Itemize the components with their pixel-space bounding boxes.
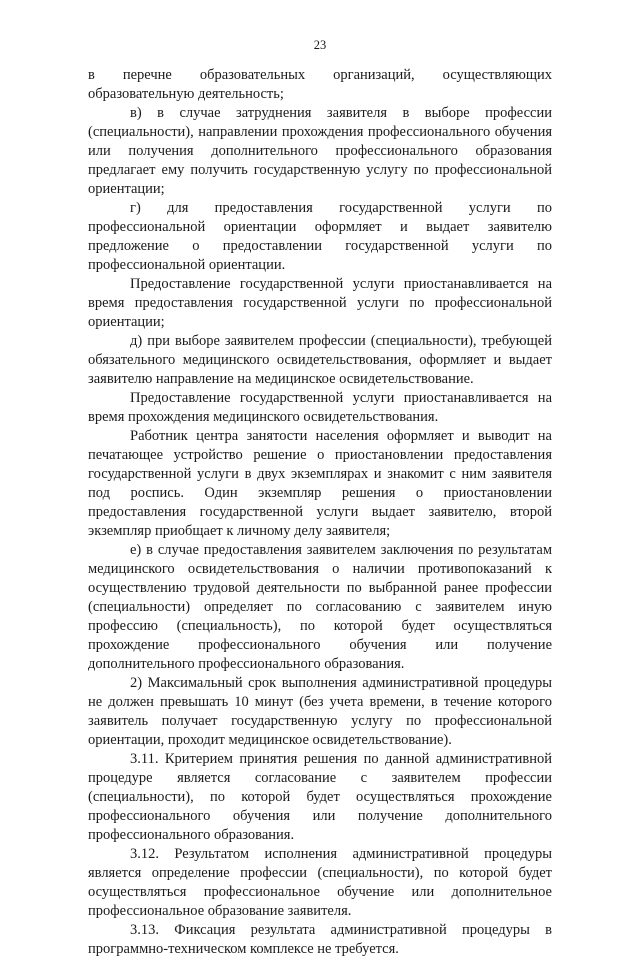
paragraph: Предоставление государственной услуги приостанавливается на время прохождения медицинского освидетельствования. xyxy=(88,390,552,425)
document-body xyxy=(88,66,552,959)
paragraph: Предоставление государственной услуги приостанавливается на время предоставления государственной услуги по профессиональной ориентации; xyxy=(88,276,552,330)
paragraph: г) для предоставления государственной услуги по профессиональной ориентации оформляет и выдает заявителю предложение о предоставлении государственной услуги по профессиональной ориентации. xyxy=(88,200,552,273)
paragraph: д) при выборе заявителем профессии (специальности), требующей обязательного медицинского освидетельствования, оформляет и выдает заявителю направление на медицинское освидетельствование. xyxy=(88,333,552,387)
paragraph: 3.13. Фиксация результата административной процедуры в программно-техническом комплексе не требуется. xyxy=(88,922,552,957)
paragraph: 2) Максимальный срок выполнения административной процедуры не должен превышать 10 минут (без учета времени, в течение которого заявитель получает государственную услугу по профессиональной ориентации, проходит медицинское освидетельствование). xyxy=(88,675,552,748)
paragraph: в перечне образовательных организаций, осуществляющих образовательную деятельность; xyxy=(88,67,552,102)
paragraph: Работник центра занятости населения оформляет и выводит на печатающее устройство решение о приостановлении предоставления государственной услуги в двух экземплярах и знакомит с ним заявителя под роспись. Один экземпляр решения о приостановлении предоставления государственной услуги выдает заявителю, второй экземпляр приобщает к личному делу заявителя; xyxy=(88,428,552,539)
paragraph: 3.11. Критерием принятия решения по данной административной процедуре является согласование с заявителем профессии (специальности), по которой будет осуществляться прохождение профессионального обучения или получение дополнительного профессионального образования. xyxy=(88,751,552,843)
paragraph: е) в случае предоставления заявителем заключения по результатам медицинского освидетельствования о наличии противопоказаний к осуществлению трудовой деятельности по выбранной ранее профессии (специальности) определяет по согласованию с заявителем иную профессию (специальность), по которой будет осуществляться прохождение профессионального обучения или получение дополнительного профессионального образования. xyxy=(88,542,552,672)
page-number: 23 xyxy=(313,38,327,52)
paragraph: 3.12. Результатом исполнения административной процедуры является определение профессии (специальности), по которой будет осуществляться профессиональное обучение или дополнительное профессиональное образование заявителя. xyxy=(88,846,552,919)
paragraph: в) в случае затруднения заявителя в выборе профессии (специальности), направлении прохождения профессионального обучения или получения дополнительного профессионального образования предлагает ему получить государственную услугу по профессиональной ориентации; xyxy=(88,105,552,197)
